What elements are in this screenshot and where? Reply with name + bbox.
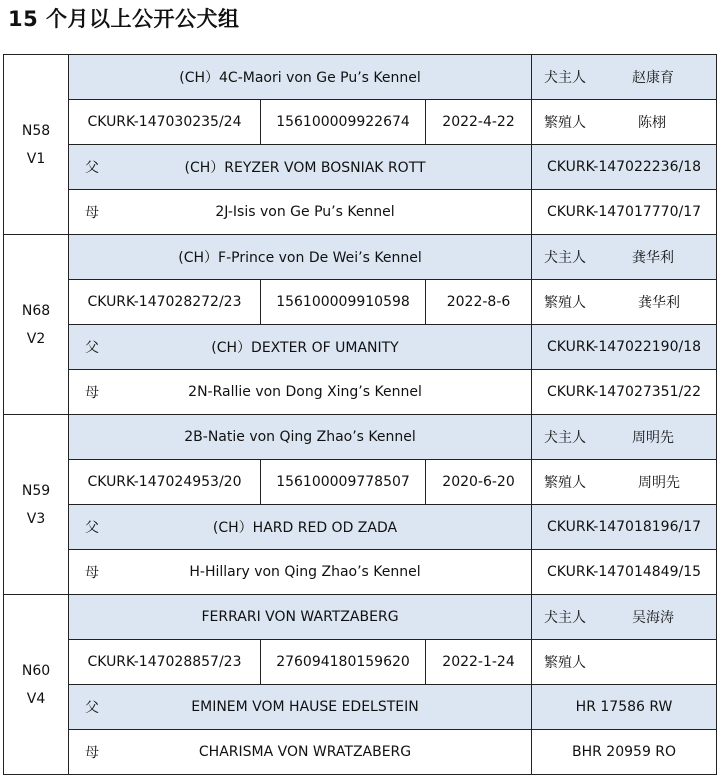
- dam-label: 母: [85, 205, 99, 221]
- breeder-cell: [532, 640, 717, 685]
- dam-name: 2J-Isis von Ge Pu’s Kennel: [215, 204, 395, 220]
- sire-row: [4, 325, 717, 370]
- sire-label: 父: [85, 700, 99, 716]
- dam-registration: CKURK-147017770/17: [532, 190, 717, 235]
- sire-row: [4, 145, 717, 190]
- chip-number: 276094180159620: [261, 640, 426, 685]
- dam-name: CHARISMA VON WRATZABERG: [198, 744, 412, 760]
- birth-date: 2022-1-24: [426, 640, 532, 685]
- dog-name: 2B-Natie von Qing Zhao’s Kennel: [69, 415, 532, 460]
- owner-name: 周明先: [632, 430, 675, 446]
- breeder-cell: [532, 280, 717, 325]
- dam-row: [4, 190, 717, 235]
- dog-name-row: [4, 55, 717, 100]
- sire-cell: [69, 325, 532, 370]
- entry-number-cell: [4, 595, 69, 775]
- sire-cell: [69, 685, 532, 730]
- entry-number: N68: [21, 302, 51, 319]
- owner-cell: [532, 415, 717, 460]
- owner-name: 龚华利: [632, 250, 675, 266]
- breeder-name: 陈栩: [638, 115, 667, 131]
- owner-name: 吴海涛: [632, 610, 675, 626]
- sire-name: (CH）HARD RED OD ZADA: [212, 520, 398, 536]
- sire-cell: [69, 505, 532, 550]
- owner-label: 犬主人: [544, 70, 587, 86]
- breeder-label: 繁殖人: [544, 295, 587, 311]
- owner-cell: [532, 55, 717, 100]
- dam-name: H-Hillary von Qing Zhao’s Kennel: [189, 564, 421, 580]
- entry-rating: V1: [26, 150, 46, 167]
- entry-number: N59: [21, 482, 51, 499]
- owner-name: 赵康育: [632, 70, 675, 86]
- breeder-name: 周明先: [638, 475, 681, 491]
- sire-label: 父: [85, 520, 99, 536]
- birth-date: 2022-4-22: [426, 100, 532, 145]
- chip-number: 156100009922674: [261, 100, 426, 145]
- registration-row: [4, 100, 717, 145]
- dog-name-row: [4, 235, 717, 280]
- entry-rating: V3: [26, 510, 46, 527]
- registration-row: [4, 280, 717, 325]
- dam-label: 母: [85, 565, 99, 581]
- dam-row: [4, 370, 717, 415]
- dog-name: FERRARI VON WARTZABERG: [69, 595, 532, 640]
- breeder-label: 繁殖人: [544, 115, 587, 131]
- sire-registration: CKURK-147022190/18: [532, 325, 717, 370]
- breeder-name: 龚华利: [638, 295, 681, 311]
- registration-number: CKURK-147028857/23: [69, 640, 261, 685]
- dam-registration: CKURK-147014849/15: [532, 550, 717, 595]
- sire-name: EMINEM VOM HAUSE EDELSTEIN: [191, 699, 419, 715]
- dog-name: (CH）4C-Maori von Ge Pu’s Kennel: [69, 55, 532, 100]
- dog-results-table: [3, 54, 717, 775]
- dam-row: [4, 550, 717, 595]
- owner-cell: [532, 595, 717, 640]
- dam-cell: [69, 190, 532, 235]
- dam-label: 母: [85, 745, 99, 761]
- dam-cell: [69, 370, 532, 415]
- owner-cell: [532, 235, 717, 280]
- entry-rating: V2: [26, 330, 46, 347]
- registration-number: CKURK-147030235/24: [69, 100, 261, 145]
- owner-label: 犬主人: [544, 430, 587, 446]
- sire-cell: [69, 145, 532, 190]
- breeder-cell: [532, 460, 717, 505]
- breeder-label: 繁殖人: [544, 475, 587, 491]
- sire-row: [4, 685, 717, 730]
- entry-rating: V4: [26, 690, 46, 707]
- sire-registration: CKURK-147018196/17: [532, 505, 717, 550]
- sire-name: (CH）REYZER VOM BOSNIAK ROTT: [184, 160, 426, 176]
- registration-row: [4, 460, 717, 505]
- sire-label: 父: [85, 340, 99, 356]
- sire-label: 父: [85, 160, 99, 176]
- sire-row: [4, 505, 717, 550]
- dam-row: [4, 730, 717, 775]
- dam-label: 母: [85, 385, 99, 401]
- registration-number: CKURK-147028272/23: [69, 280, 261, 325]
- dam-cell: [69, 730, 532, 775]
- entry-number: N60: [21, 662, 51, 679]
- chip-number: 156100009910598: [261, 280, 426, 325]
- owner-label: 犬主人: [544, 610, 587, 626]
- birth-date: 2020-6-20: [426, 460, 532, 505]
- entry-number-cell: [4, 235, 69, 415]
- dam-cell: [69, 550, 532, 595]
- birth-date: 2022-8-6: [426, 280, 532, 325]
- registration-number: CKURK-147024953/20: [69, 460, 261, 505]
- page-title: 15 个月以上公开公犬组: [8, 7, 240, 31]
- sire-registration: HR 17586 RW: [532, 685, 717, 730]
- dam-registration: CKURK-147027351/22: [532, 370, 717, 415]
- breeder-label: 繁殖人: [544, 655, 587, 671]
- dam-registration: BHR 20959 RO: [532, 730, 717, 775]
- sire-name: (CH）DEXTER OF UMANITY: [211, 340, 399, 356]
- entry-number-cell: [4, 55, 69, 235]
- breeder-cell: [532, 100, 717, 145]
- owner-label: 犬主人: [544, 250, 587, 266]
- dog-name-row: [4, 415, 717, 460]
- chip-number: 156100009778507: [261, 460, 426, 505]
- dog-name: (CH）F-Prince von De Wei’s Kennel: [69, 235, 532, 280]
- dam-name: 2N-Rallie von Dong Xing’s Kennel: [188, 384, 422, 400]
- registration-row: [4, 640, 717, 685]
- entry-number: N58: [21, 122, 51, 139]
- entry-number-cell: [4, 415, 69, 595]
- sire-registration: CKURK-147022236/18: [532, 145, 717, 190]
- dog-name-row: [4, 595, 717, 640]
